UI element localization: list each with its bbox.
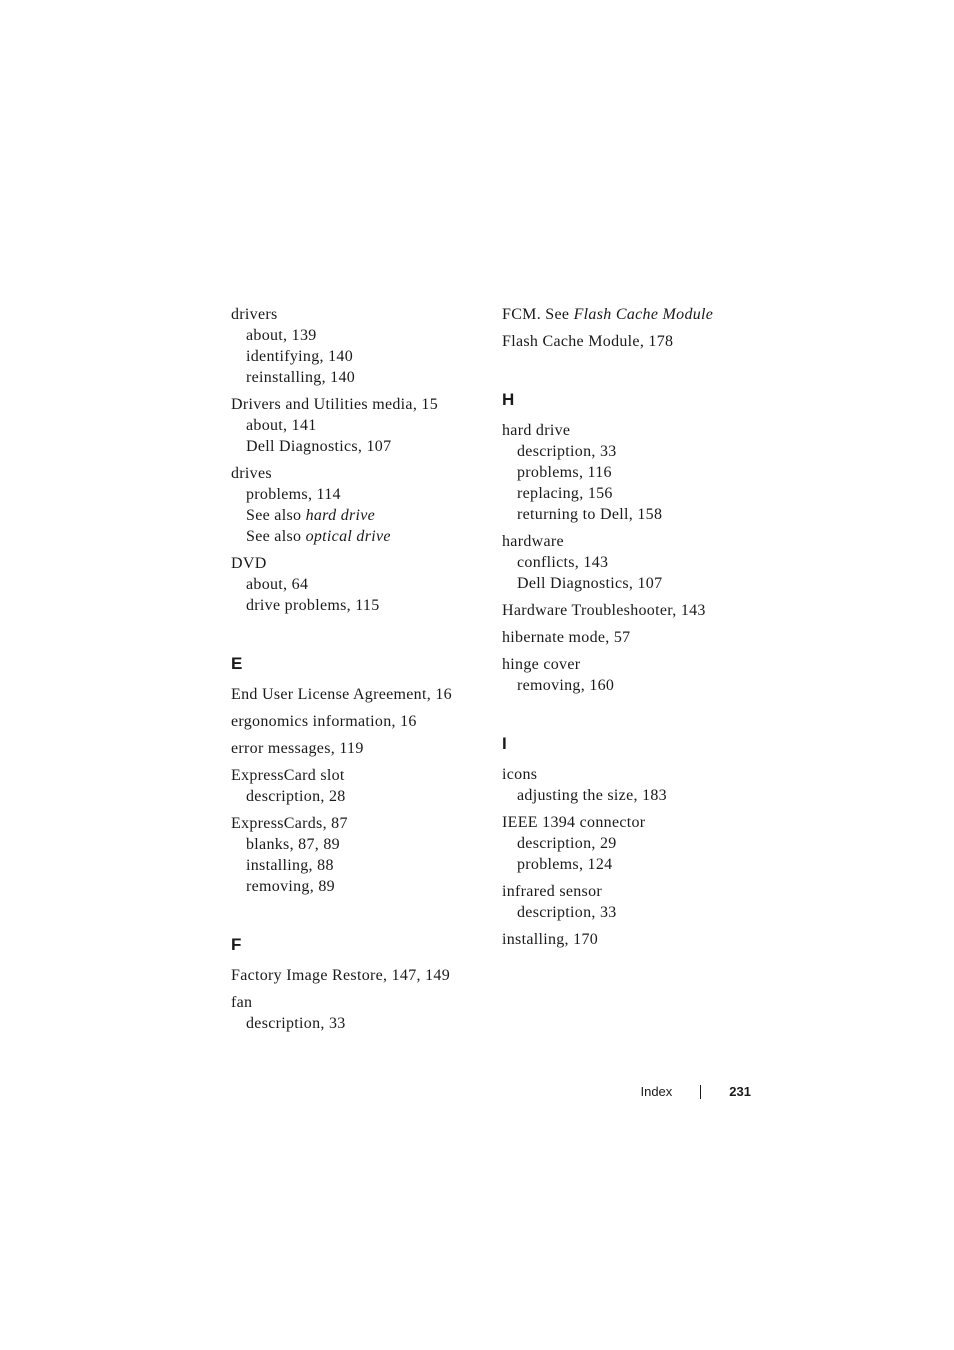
index-subentry-text: about, 141 — [246, 417, 317, 434]
index-subentry-text: about, 139 — [246, 327, 317, 344]
index-term — [502, 627, 752, 648]
index-subentry — [502, 462, 752, 483]
index-subentry — [231, 526, 481, 547]
index-term — [502, 881, 752, 902]
index-term — [231, 965, 481, 986]
index-entry — [231, 463, 481, 547]
index-subentry — [502, 573, 752, 594]
index-subentry-text: See also — [246, 507, 306, 524]
index-term-text: Factory Image Restore, 147, 149 — [231, 967, 451, 984]
index-subentry — [502, 785, 752, 806]
index-entry — [231, 965, 481, 986]
index-subentry-text: description, 28 — [246, 788, 346, 805]
index-subentry — [231, 505, 481, 526]
index-term-text: ExpressCards, 87 — [231, 815, 348, 832]
index-subentry-text: about, 64 — [246, 576, 309, 593]
index-subentry — [231, 786, 481, 807]
index-term — [502, 764, 752, 785]
index-entry — [502, 420, 752, 525]
index-subentry-text: description, 33 — [246, 1015, 346, 1032]
index-subentry — [502, 902, 752, 923]
index-subentry — [502, 504, 752, 525]
index-subentry — [502, 552, 752, 573]
section-letter-e: E — [231, 654, 243, 673]
index-subentry — [231, 346, 481, 367]
index-term-text: hardware — [502, 533, 564, 550]
index-entry — [231, 738, 481, 759]
index-entry — [231, 394, 481, 457]
index-term-text: ergonomics information, 16 — [231, 713, 417, 730]
index-column-left — [231, 304, 481, 1040]
index-entry — [502, 881, 752, 923]
index-term — [231, 738, 481, 759]
index-subentry-text: conflicts, 143 — [517, 554, 609, 571]
index-entry — [231, 553, 481, 616]
page-footer — [640, 1083, 751, 1101]
index-term-text: infrared sensor — [502, 883, 603, 900]
index-subentry-text: adjusting the size, 183 — [517, 787, 667, 804]
index-term — [502, 531, 752, 552]
index-entry — [231, 684, 481, 705]
index-subentry-text: installing, 88 — [246, 857, 334, 874]
index-term-text: End User License Agreement, 16 — [231, 686, 452, 703]
index-term-text: Hardware Troubleshooter, 143 — [502, 602, 706, 619]
index-subentry-text: identifying, 140 — [246, 348, 354, 365]
index-subentry-reference: hard drive — [305, 507, 376, 524]
index-term — [231, 394, 481, 415]
index-entry — [502, 812, 752, 875]
index-term — [502, 304, 752, 325]
index-term-text: fan — [231, 994, 253, 1011]
index-term — [231, 765, 481, 786]
index-subentry-text: Dell Diagnostics, 107 — [246, 438, 392, 455]
index-subentry-text: description, 29 — [517, 835, 617, 852]
index-entry — [231, 711, 481, 732]
index-term — [231, 711, 481, 732]
index-term-text: Drivers and Utilities media, 15 — [231, 396, 439, 413]
index-subentry — [231, 855, 481, 876]
index-entry — [502, 600, 752, 621]
index-entry — [231, 765, 481, 807]
index-term-text: hinge cover — [502, 656, 581, 673]
index-subentry-text: Dell Diagnostics, 107 — [517, 575, 663, 592]
index-entry — [231, 304, 481, 388]
index-entry — [502, 531, 752, 594]
index-subentry-text: problems, 116 — [517, 464, 612, 481]
index-term-reference: Flash Cache Module — [573, 306, 714, 323]
index-term — [502, 812, 752, 833]
section-letter-h: H — [502, 390, 515, 409]
index-subentry-text: reinstalling, 140 — [246, 369, 356, 386]
index-subentry — [231, 325, 481, 346]
index-term — [502, 654, 752, 675]
index-subentry — [502, 833, 752, 854]
index-term-text: IEEE 1394 connector — [502, 814, 646, 831]
index-entry — [502, 654, 752, 696]
index-term-text: DVD — [231, 555, 267, 572]
index-term-text: ExpressCard slot — [231, 767, 345, 784]
index-term — [502, 420, 752, 441]
index-subentry-text: See also — [246, 528, 306, 545]
index-term — [231, 553, 481, 574]
index-subentry-text: description, 33 — [517, 904, 617, 921]
index-subentry-text: problems, 114 — [246, 486, 341, 503]
index-term-text: installing, 170 — [502, 931, 599, 948]
index-term — [231, 463, 481, 484]
index-entry — [502, 331, 752, 352]
index-term-text: error messages, 119 — [231, 740, 364, 757]
footer-section-label: Index — [640, 1084, 673, 1099]
index-term — [231, 304, 481, 325]
index-subentry — [231, 574, 481, 595]
index-subentry — [231, 415, 481, 436]
index-term — [231, 992, 481, 1013]
index-subentry-text: replacing, 156 — [517, 485, 613, 502]
index-subentry — [502, 483, 752, 504]
index-term-text: Flash Cache Module, 178 — [502, 333, 674, 350]
page-number: 231 — [729, 1084, 751, 1099]
index-subentry — [231, 876, 481, 897]
index-entry — [502, 929, 752, 950]
index-subentry-reference: optical drive — [305, 528, 391, 545]
index-subentry-text: problems, 124 — [517, 856, 613, 873]
index-subentry — [502, 854, 752, 875]
index-term — [502, 600, 752, 621]
index-term-text: FCM. See — [502, 306, 574, 323]
index-term-text: drivers — [231, 306, 278, 323]
index-subentry — [231, 436, 481, 457]
index-subentry-text: drive problems, 115 — [246, 597, 380, 614]
section-letter-f: F — [231, 935, 242, 954]
index-subentry — [231, 1013, 481, 1034]
index-subentry — [502, 675, 752, 696]
index-term — [502, 929, 752, 950]
index-entry — [502, 627, 752, 648]
index-subentry-text: returning to Dell, 158 — [517, 506, 663, 523]
index-term — [231, 813, 481, 834]
index-entry — [502, 304, 752, 325]
index-entry — [231, 813, 481, 897]
section-letter-i: I — [502, 734, 507, 753]
index-term-text: drives — [231, 465, 272, 482]
index-subentry — [231, 484, 481, 505]
index-subentry — [502, 441, 752, 462]
footer-divider — [700, 1085, 701, 1099]
index-subentry-text: description, 33 — [517, 443, 617, 460]
index-term-text: icons — [502, 766, 538, 783]
index-subentry-text: blanks, 87, 89 — [246, 836, 340, 853]
index-subentry — [231, 367, 481, 388]
index-term-text: hibernate mode, 57 — [502, 629, 631, 646]
index-subentry-text: removing, 89 — [246, 878, 335, 895]
index-subentry-text: removing, 160 — [517, 677, 615, 694]
index-entry — [502, 764, 752, 806]
index-term — [231, 684, 481, 705]
index-column-right — [502, 304, 752, 956]
index-subentry — [231, 834, 481, 855]
index-term — [502, 331, 752, 352]
index-subentry — [231, 595, 481, 616]
index-term-text: hard drive — [502, 422, 571, 439]
index-entry — [231, 992, 481, 1034]
